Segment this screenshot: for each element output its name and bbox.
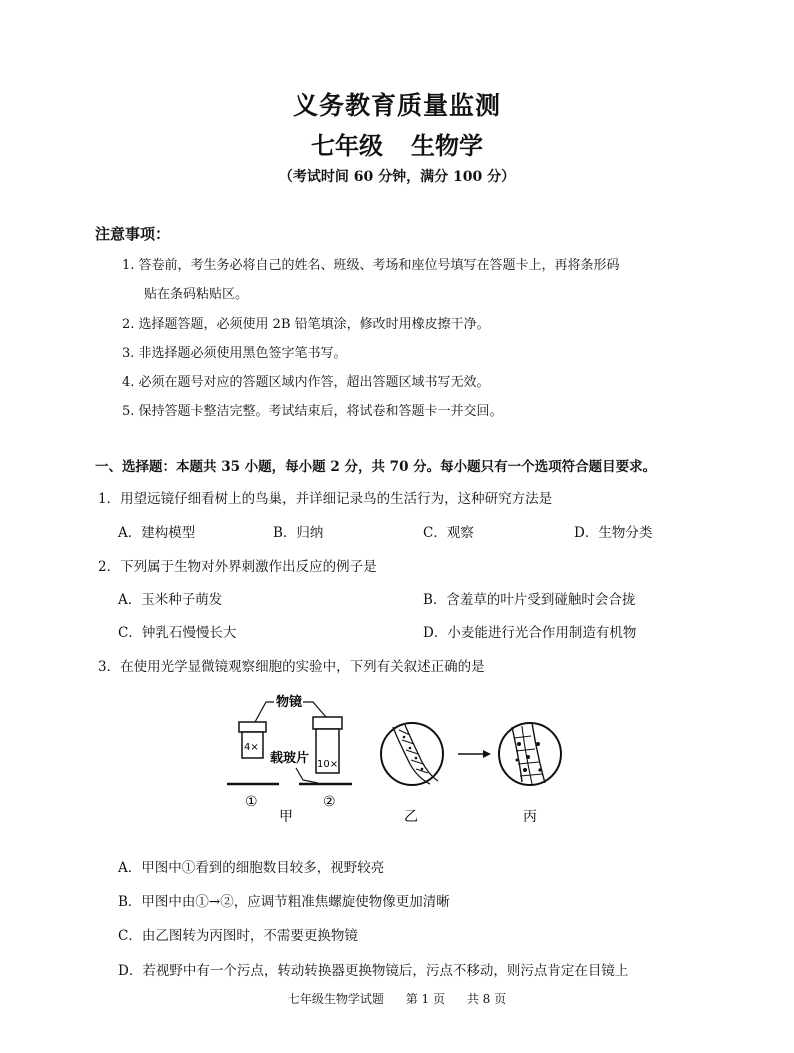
question-1-option-b: B．归纳 (273, 525, 324, 541)
question-1-option-a: A．建构模型 (118, 525, 196, 541)
question-2-option-a: A．玉米种子萌发 (118, 592, 223, 608)
subject-label: 生物学 (411, 131, 483, 160)
question-1-stem: 1．用望远镜仔细看树上的鸟巢，并详细记录鸟的生活行为，这种研究方法是 (98, 491, 553, 507)
question-3-option-a: A．甲图中①看到的细胞数目较多，视野较亮 (118, 860, 385, 876)
mag-label-1: 4× (244, 742, 259, 753)
footer-page-number: 第 1 页 (405, 992, 445, 1006)
exam-title: 义务教育质量监测 (292, 91, 501, 120)
question-3-stem: 3．在使用光学显微镜观察细胞的实验中，下列有关叙述正确的是 (98, 659, 485, 675)
question-2-stem: 2．下列属于生物对外界刺激作出反应的例子是 (98, 559, 377, 575)
question-3-option-c: C．由乙图转为丙图时，不需要更换物镜 (118, 928, 358, 944)
marker-2: ② (323, 794, 336, 810)
question-2-option-c: C．钟乳石慢慢长大 (118, 625, 237, 641)
section-heading: 一、选择题：本题共 35 小题，每小题 2 分，共 70 分。每小题只有一个选项符合题目要求。 (95, 459, 657, 475)
notice-item-1-cont: 贴在条码粘贴区。 (144, 287, 249, 302)
marker-1: ① (245, 794, 258, 810)
slide-leader (296, 768, 318, 783)
page-footer (0, 990, 794, 1007)
notice-item-4: 4. 必须在题号对应的答题区域内作答，超出答题区域书写无效。 (122, 375, 490, 390)
exam-info: （考试时间 60 分钟，满分 100 分） (278, 169, 516, 185)
label-slide: 载玻片 (270, 751, 310, 766)
notice-item-2: 2. 选择题答题，必须使用 2B 铅笔填涂，修改时用橡皮擦干净。 (122, 317, 490, 332)
field-of-view-yi (381, 723, 443, 785)
question-3-option-d: D．若视野中有一个污点，转动转换器更换物镜后，污点不移动，则污点肯定在目镜上 (118, 963, 629, 979)
objective-leader-right (303, 702, 326, 717)
question-1-option-c: C．观察 (423, 525, 474, 541)
notice-item-1: 1. 答卷前，考生务必将自己的姓名、班级、考场和座位号填写在答题卡上，再将条形码 (122, 258, 620, 273)
label-objective: 物镜 (276, 695, 303, 710)
arrow-icon (458, 750, 491, 758)
question-2-option-d: D．小麦能进行光合作用制造有机物 (423, 625, 637, 641)
notice-item-3: 3. 非选择题必须使用黑色签字笔书写。 (122, 346, 347, 361)
footer-total-pages: 共 8 页 (466, 992, 507, 1006)
caption-bing: 丙 (523, 809, 537, 825)
question-1-option-d: D．生物分类 (574, 525, 653, 541)
field-of-view-bing (499, 723, 561, 785)
footer-exam-name: 七年级生物学试题 (287, 992, 384, 1006)
notice-heading: 注意事项： (95, 225, 171, 243)
question-3-option-b: B．甲图中由①→②，应调节粗准焦螺旋使物像更加清晰 (118, 894, 450, 910)
caption-jia: 甲 (279, 809, 293, 825)
notice-item-5: 5. 保持答题卡整洁完整。考试结束后，将试卷和答题卡一并交回。 (122, 404, 503, 419)
mag-label-2: 10× (317, 759, 339, 770)
grade-label: 七年级 (311, 131, 383, 160)
caption-yi: 乙 (404, 809, 418, 825)
objective-lens-2 (313, 717, 342, 773)
objective-lens-1 (239, 722, 266, 758)
question-2-option-b: B．含羞草的叶片受到碰触时会合拢 (423, 592, 636, 608)
objective-leader-left (255, 702, 274, 722)
